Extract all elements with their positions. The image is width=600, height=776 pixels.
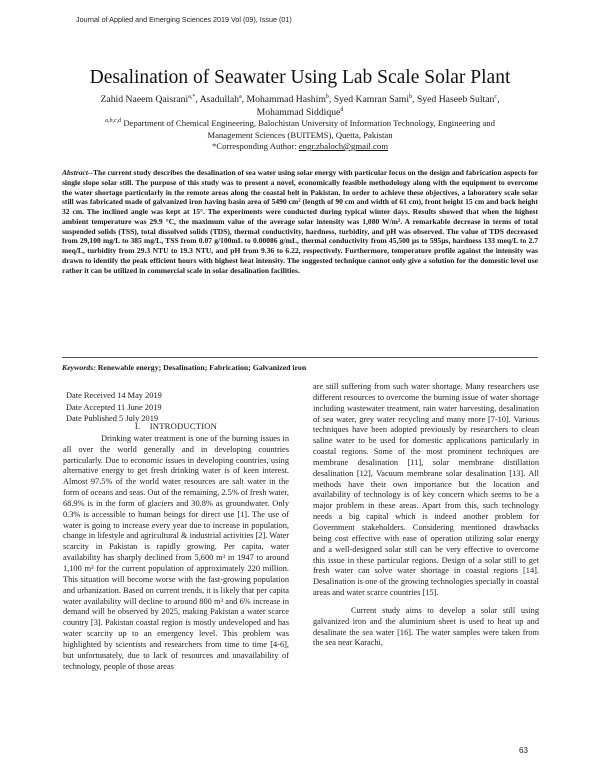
author-name: Asadullah (199, 94, 239, 105)
paper-title: Desalination of Seawater Using Lab Scale Solar Plant (89, 67, 511, 88)
right-column (313, 382, 539, 649)
date-accepted: Date Accepted 11 June 2019 (66, 402, 162, 412)
author-sup: a (238, 93, 242, 100)
abstract-text: --The current study describes the desalination of sea water using solar energy with particular focus on the design and fabrication aspects for single slope solar still. The purpose of this study was to present a novel, economically feasible methodology along with the equipment to overcome the water shortage particularly in the remote areas along the coastal belt in Pakistan. In order to achieve these objectives, a laboratory scale solar still was fabricated made of galvanized iron having basin area of 5490 cm² (length of 90 cm and width of 61 cm), front height 15 cm and back height 32 cm. The inclined angle was kept at 15°. The experiments were conducted during typical winter days. Results showed that when the highest ambient temperature was 29.9 °C, the maximum value of the average solar intensity was 1,080 W/m². A remarkable decrease in terms of total suspended solids (TSS), total dissolved solids (TDS), thermal conductivity, hardness, turbidity, and pH was observed. The value of TDS decreased from 29,100 mg/L to 385 mg/L, TSS from 0.07 g/100mL to 0.00086 g/mL, thermal conductivity from 45,500 µs to 595µs, hardness 133 meq/L to 2.7 meq/L, turbidity from 29.3 NTU to 19.3 NTU, and pH from 9.36 to 6.22, respectively. Furthermore, temperature profile against the intensity was drawn to identify the peak efficient hours with highest heat intensity. The suggested technique cannot only give a solution for the domestic level use rather it can be utilized in commercial scale in solar desalination facilities. (62, 168, 538, 275)
journal-header: Journal of Applied and Emerging Sciences 2019 Vol (09), Issue (01) (76, 15, 292, 24)
body-paragraph: Drinking water treatment is one of the burning issues in all over the world generally and in developing countries particularly. Due to economic issues in developing countries, using alternative energy to get fresh drinking water is of keen interest. Almost 97.5% of the world water resources are salt water in the form of oceans and seas. Out of the remaining, 2.5% of fresh water, 68.9% is in the form of glaciers and 30.8% as groundwater. Only 0.3% is accessible to human beings for direct use [1]. The use of water is going to increase every year due to increase in population, change in lifestyle and agricultural & industrial activities [2]. Water scarcity in Pakistan is rapidly growing. Per capita, water availability has sharply declined from 5,600 m³ in 1947 to around 1,100 m³ for the current population of approximately 220 million. This situation will become worse with the fast-growing population and urbanization. Based on current trends, it is likely that per capita water availability will decline to around 800 m³ and 6% increase in demand will be observed by 2025, making Pakistan a water scarce country [3]. Pakistan coastal region is mostly undeveloped and has water scarcity up to an emergency level. This problem was highlighted by scientists and researchers from time to time [4-6], but unfortunately, due to lack of resources and unavailability of technology, people of those areas (63, 433, 289, 671)
date-published: Date Published 5 July 2019 (66, 414, 159, 424)
author-sup: d (340, 106, 344, 113)
date-received: Date Received 14 May 2019 (66, 391, 162, 400)
author-sup: c (494, 93, 498, 100)
corresponding-email-link[interactable]: engr.zbaloch@gmail.com (298, 141, 388, 151)
keywords (62, 363, 306, 372)
section-number: I. (134, 421, 141, 431)
section-heading (63, 421, 289, 432)
affiliation (70, 118, 530, 153)
author-name: Mohammad Siddique (256, 107, 341, 118)
body-paragraph: are still suffering from such water shortage. Many researchers use different resources to overcome the burning issue of water shortage including wastewater treatment, rain water harvesting, desalination of sea water, grey water recycling and many more [7-10]. Various techniques have been adopted previously by researchers to clean saline water to be used for domestic applications particularly in coastal regions. Some of the most prominent techniques are membrane desalination [11], solar membrane distillation desalination [12], Vacuum membrane solar desalination [13]. All methods have their own importance but the location and availability of technology is of key concern which seems to be a major problem in these areas. Apart from this, such technology needs a big capital which is indeed another problem for Government stakeholders. Considering mentioned drawbacks being cost effective with ease of operation utilizing solar energy and a well-designed solar still can be very effective to overcome this issue in these particular regions. Design of a solar still to get fresh water can solve water shortage in coastal regions [14]. Desalination is one of the growing technologies specially in coastal areas and water scarce countries [15]. (313, 382, 539, 598)
abstract-divider (62, 357, 538, 358)
author-name: Mohammad Hashim (246, 94, 326, 105)
page-number: 63 (519, 746, 528, 755)
author-name: Syed Kamran Sami (333, 94, 410, 105)
author-sup: b (325, 93, 329, 100)
keywords-text: Renewable energy; Desalination; Fabrication; Galvanized iron (97, 363, 307, 372)
keywords-label: Keywords: (62, 363, 96, 372)
author-sup: b (409, 93, 413, 100)
affiliation-line: Department of Chemical Engineering, Balochistan University of Information Technology, Engineering and (123, 118, 495, 128)
section-title: INTRODUCTION (149, 421, 218, 431)
author-sup: a,* (188, 93, 196, 100)
corresponding-author-label: *Corresponding Author: (212, 141, 297, 151)
author-list: Zahid Naeem Qaisrani$^{a,*}$, Asadullah$^a$, Mohammad Hashim$^b$, Syed Kamran Sami$^b$, Syed Haseeb Sultan$^c$, Mohammad Siddique$^d$ (100, 93, 500, 118)
publication-dates (66, 390, 162, 425)
affiliation-sup: a,b,c,d (105, 118, 122, 125)
left-column (63, 421, 289, 672)
body-paragraph: Current study aims to develop a solar still using galvanized iron and the aluminium sheet is used to heat up and desalinate the sea water [16]. The water samples were taken from the sea near Karachi, (313, 605, 539, 648)
abstract-label: Abstract (62, 168, 88, 177)
abstract (62, 168, 538, 275)
affiliation-line: Management Sciences (BUITEMS), Quetta, Pakistan (207, 129, 393, 140)
author-name: Syed Haseeb Sultan (416, 94, 495, 105)
author-name: Zahid Naeem Qaisrani (100, 94, 189, 105)
